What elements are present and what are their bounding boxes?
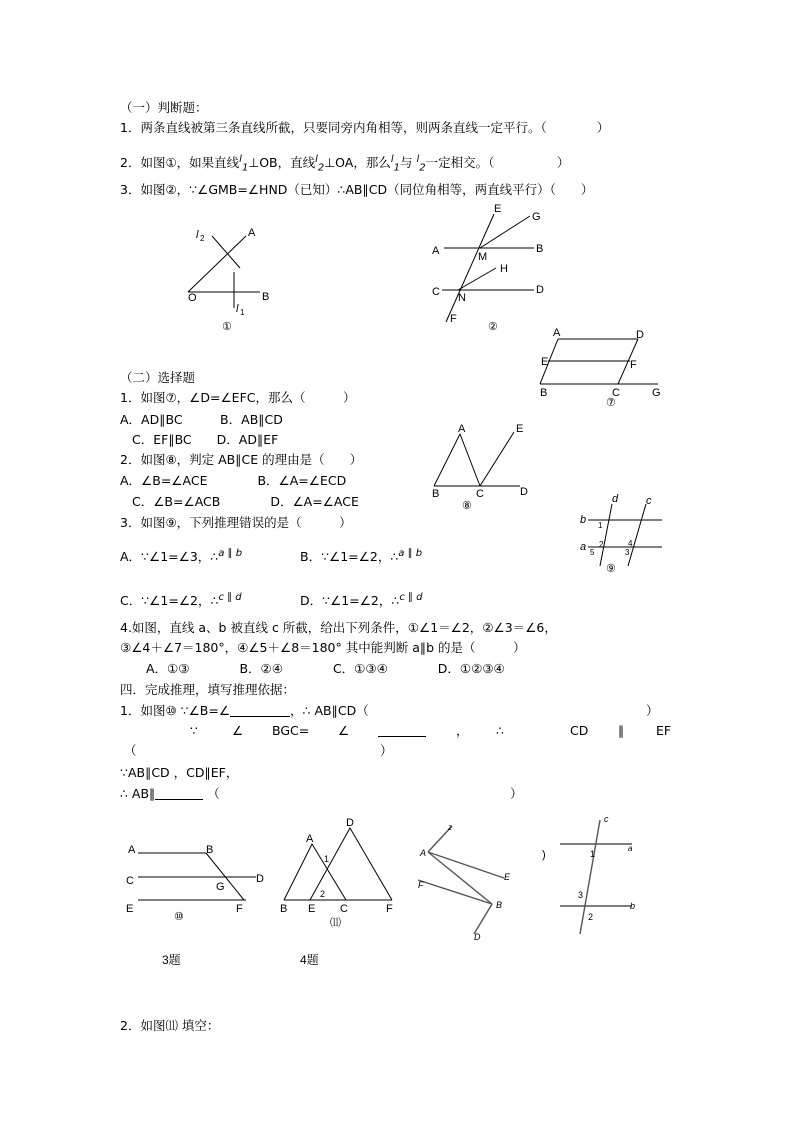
label-D: D [474, 932, 481, 942]
angle-bgc: BGC= [272, 723, 310, 738]
label-E: E [126, 903, 134, 915]
figure-8 [432, 423, 528, 512]
question-1-3: 3．如图②，∵∠GMB=∠HND（已知）∴AB∥CD（同位角相等，两直线平行）（ ） [120, 182, 594, 197]
label-D: D [256, 873, 264, 885]
angle-1: 1 [598, 521, 603, 530]
figure-7-caption: ⑦ [606, 397, 616, 409]
label-c: c [604, 814, 609, 824]
question-4-1-line-4: ∵AB∥CD ，CD∥EF， [120, 765, 239, 780]
question-2-3-option-d: D．∵∠1=∠2，∴$^{c \parallel d}$ [300, 592, 423, 609]
figure-2-caption: ② [488, 321, 498, 333]
question-1-2: 2．如图①，如果直线$^l_1$⊥OB，直线$^l_2$⊥OA，那么$^l_1$与 $^l_2$一定相交。（ ） [120, 154, 570, 174]
question-2-1: 1．如图⑦，∠D=∠EFC，那么（ ） [120, 390, 356, 405]
figure-8-caption: ⑧ [462, 500, 472, 512]
section4-title: 四．完成推理，填写推理依据： [120, 682, 296, 697]
label-M: M [478, 251, 488, 263]
label-A: A [420, 848, 427, 858]
question-2-3-option-a: A．∵∠1=∠3，∴$^{a \parallel b}$ [120, 548, 243, 565]
figure-9-caption: ⑨ [606, 563, 616, 575]
subscript: 1 [393, 162, 401, 174]
figure-11-caption: ⑾ [330, 917, 341, 929]
line-symbol: l [416, 154, 420, 165]
question-4-1-line-1: 1．如图⑩ ∵∠B=∠ ，∴ AB∥CD（ [120, 703, 369, 718]
question-2-2-options-b: C．∠B=∠ACB D．∠A=∠ACE [132, 494, 359, 509]
subscript: 2 [317, 162, 325, 174]
angle-symbol: ∠ [338, 723, 350, 738]
angle-2: 2 [320, 889, 326, 899]
label-D: D [520, 486, 528, 498]
comma: ， [456, 723, 469, 738]
label-F: F [630, 359, 637, 371]
question-1-1: 1．两条直线被第三条直线所截，只要同旁内角相等，则两条直线一定平行。（ ） [120, 120, 610, 135]
label-b: b [580, 514, 587, 526]
label-c: c [646, 495, 652, 507]
label-l1-sub: 1 [240, 308, 245, 317]
figure-2 [432, 203, 544, 333]
label-E: E [308, 903, 316, 915]
section2-title: （二）选择题 [120, 370, 196, 385]
line-symbol: l [239, 154, 242, 165]
parallel-symbol: ∥ [618, 723, 625, 738]
angle-5: 5 [590, 548, 595, 557]
label-G: G [216, 881, 225, 893]
label-O: O [188, 292, 197, 304]
paren-open: （ [124, 743, 137, 758]
question-2-4-line-1: 4.如图，直线 a、b 被直线 c 所截，给出下列条件，①∠1＝∠2，②∠3＝∠6， [120, 620, 557, 635]
label-A: A [553, 327, 561, 339]
label-F: F [386, 903, 393, 915]
label-B: B [432, 488, 440, 500]
question-2-4-options: A．①③ B．②④ C．①③④ D．①②③④ [146, 661, 505, 676]
therefore-symbol: ∴ [496, 723, 504, 738]
angle-4: 4 [628, 539, 633, 548]
angle-symbol: ∠ [232, 723, 244, 738]
question-2-2: 2．如图⑧，判定 AB∥CE 的理由是（ ） [120, 452, 363, 467]
angle-3: 3 [578, 890, 584, 900]
angle-3: 3 [625, 548, 630, 557]
label-F: F [236, 903, 243, 915]
label-E: E [541, 356, 549, 368]
label-E: E [516, 423, 524, 435]
angle-2: 2 [599, 540, 604, 549]
label-C: C [476, 488, 484, 500]
angle-2: 2 [588, 912, 594, 922]
label-a: a [580, 541, 587, 553]
line-symbol: l [315, 154, 318, 165]
line-ef: EF [656, 723, 672, 738]
figure-1-caption: ① [222, 321, 232, 333]
label-top: z [448, 823, 452, 832]
label-E: E [494, 203, 502, 215]
paren-close: ） [510, 786, 523, 801]
figure-4-sketch [542, 814, 635, 934]
label-l2: l [196, 229, 199, 241]
figure-11 [280, 817, 393, 929]
label-D: D [346, 817, 354, 829]
label-b: b [630, 901, 636, 911]
question-2-1-options-a: A．AD∥BC B．AB∥CD [120, 412, 283, 427]
label-B: B [540, 387, 548, 399]
label-D: D [636, 329, 644, 341]
label-d: d [612, 493, 619, 505]
label-A: A [306, 833, 314, 845]
label-B: B [496, 900, 503, 910]
figure-1 [188, 227, 269, 333]
label-a: a [628, 844, 633, 853]
label-D: D [536, 284, 544, 296]
label-A: A [128, 844, 136, 856]
figure-3-caption: 3题 [162, 953, 181, 967]
label-C: C [340, 903, 348, 915]
label-A: A [432, 245, 440, 257]
label-N: N [458, 292, 466, 304]
question-4-1-line-5: ∴ AB∥ （ [120, 786, 220, 801]
figure-10 [126, 844, 264, 923]
label-G: G [652, 387, 661, 399]
question-4-2: 2．如图⑾ 填空： [120, 1018, 220, 1033]
figure-7 [540, 327, 661, 409]
label-H: H [500, 263, 508, 275]
figure-10-caption: ⑩ [174, 911, 184, 923]
line-cd: CD [570, 723, 589, 738]
subscript: 1 [241, 162, 249, 174]
label-B: B [262, 291, 270, 303]
subscript: 2 [419, 162, 426, 174]
stray-paren: ) [542, 849, 546, 861]
label-F: F [450, 313, 457, 325]
label-B: B [206, 844, 214, 856]
label-C: C [612, 387, 620, 399]
paren-close: ） [380, 743, 393, 758]
section1-title: （一）判断题： [120, 100, 208, 115]
label-E: E [504, 872, 511, 882]
question-2-3-option-b: B．∵∠1=∠2，∴$^{a \parallel b}$ [300, 548, 423, 565]
label-B: B [280, 903, 288, 915]
because-symbol: ∵ [190, 723, 198, 738]
figure-3-sketch [418, 823, 511, 942]
label-A: A [248, 227, 256, 239]
label-B: B [536, 243, 544, 255]
angle-1: 1 [324, 854, 330, 864]
label-G: G [532, 211, 541, 223]
label-A: A [458, 423, 466, 435]
label-F: F [418, 880, 424, 890]
angle-1: 1 [590, 849, 596, 859]
figure-4-caption: 4题 [300, 953, 319, 967]
question-2-3: 3．如图⑨，下列推理错误的是（ ） [120, 515, 352, 530]
question-2-2-options-a: A．∠B=∠ACE B．∠A=∠ECD [120, 473, 347, 488]
label-l2-sub: 2 [200, 234, 205, 243]
label-l1: l [236, 303, 239, 315]
question-2-1-options-b: C．EF∥BC D．AD∥EF [132, 432, 279, 447]
paren-close: ） [646, 703, 659, 718]
label-C: C [126, 875, 134, 887]
figure-9 [580, 493, 662, 575]
question-2-4-line-2: ③∠4＋∠7＝180°，④∠5＋∠8＝180° 其中能判断 a∥b 的是（ ） [120, 640, 526, 655]
question-2-3-option-c: C．∵∠1=∠2，∴$^{c \parallel d}$ [120, 592, 242, 609]
label-C: C [432, 286, 440, 298]
line-symbol: l [390, 154, 394, 165]
